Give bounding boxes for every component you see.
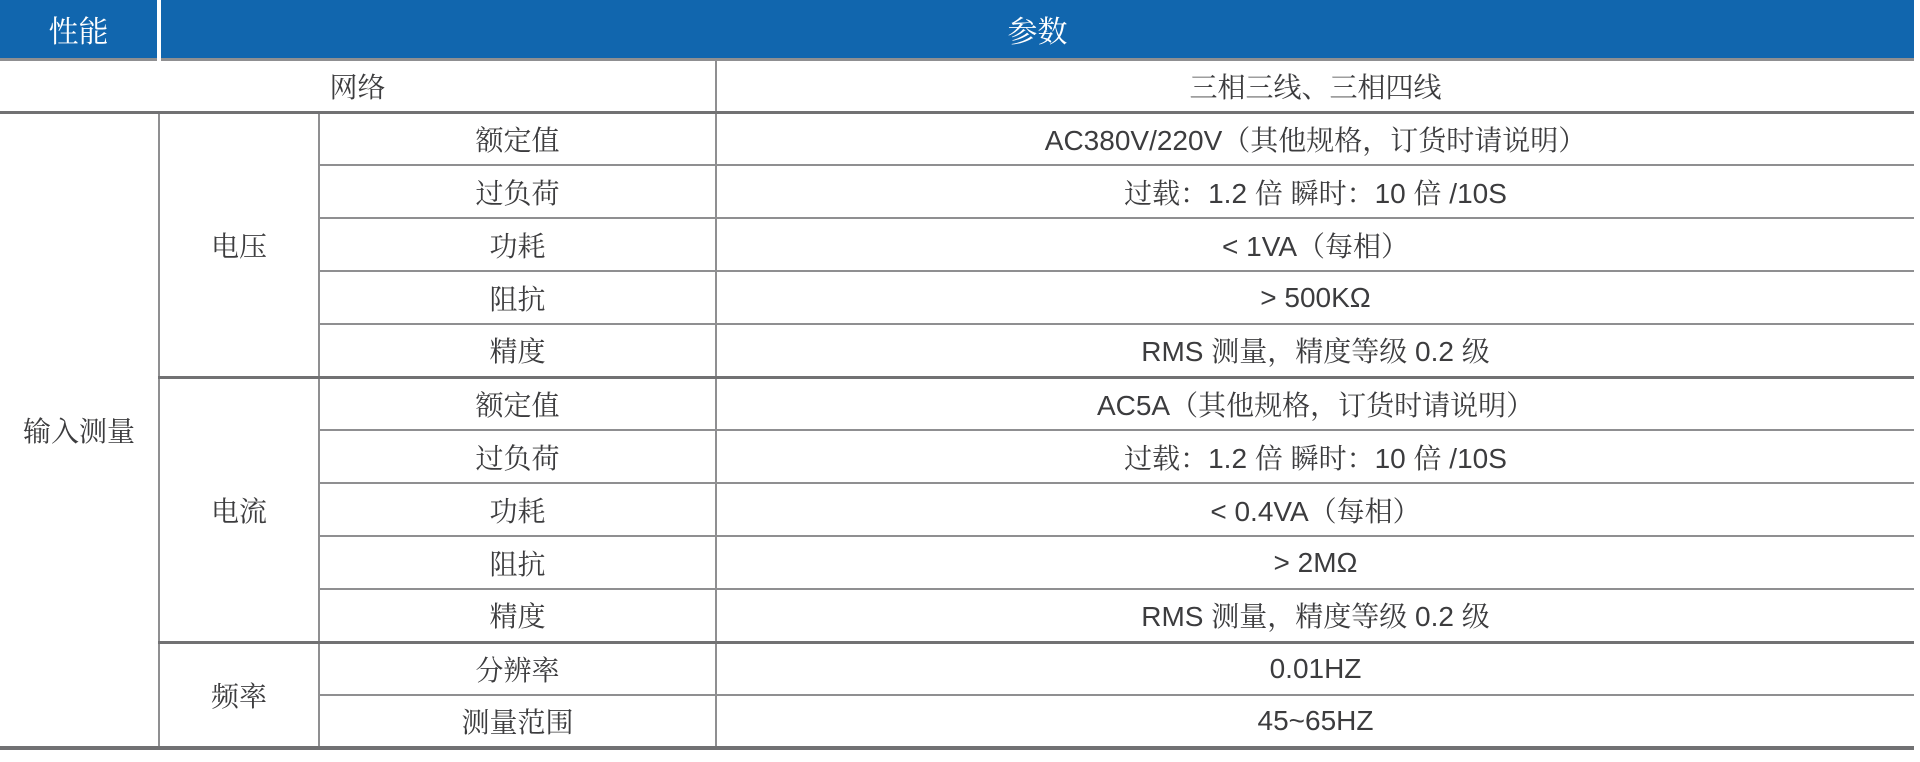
spec-row-label: 功耗 bbox=[319, 218, 716, 271]
spec-row-value: 过载：1.2 倍 瞬时：10 倍 /10S bbox=[716, 430, 1914, 483]
group-frequency-label: 频率 bbox=[159, 642, 319, 748]
spec-row-label: 分辨率 bbox=[319, 642, 716, 695]
header-parameter: 参数 bbox=[159, 0, 1914, 59]
input-measure-label: 输入测量 bbox=[0, 112, 159, 748]
spec-row-label: 功耗 bbox=[319, 483, 716, 536]
spec-row-label: 额定值 bbox=[319, 112, 716, 165]
spec-row-label: 过负荷 bbox=[319, 430, 716, 483]
spec-row-value: 过载：1.2 倍 瞬时：10 倍 /10S bbox=[716, 165, 1914, 218]
table-row bbox=[0, 112, 1914, 165]
spec-row-label: 测量范围 bbox=[319, 695, 716, 748]
spec-row-label: 阻抗 bbox=[319, 271, 716, 324]
group-current-label: 电流 bbox=[159, 377, 319, 642]
spec-row-label: 精度 bbox=[319, 589, 716, 642]
spec-row-label: 过负荷 bbox=[319, 165, 716, 218]
network-value: 三相三线、三相四线 bbox=[716, 59, 1914, 112]
spec-row-value: 0.01HZ bbox=[716, 642, 1914, 695]
network-row bbox=[0, 59, 1914, 112]
spec-row-label: 阻抗 bbox=[319, 536, 716, 589]
table-row bbox=[0, 377, 1914, 430]
spec-row-value: > 2MΩ bbox=[716, 536, 1914, 589]
spec-row-value: > 500KΩ bbox=[716, 271, 1914, 324]
spec-row-value: RMS 测量，精度等级 0.2 级 bbox=[716, 324, 1914, 377]
table-header-row bbox=[0, 0, 1914, 59]
network-label: 网络 bbox=[0, 59, 716, 112]
spec-row-value: RMS 测量，精度等级 0.2 级 bbox=[716, 589, 1914, 642]
table-row bbox=[0, 642, 1914, 695]
spec-row-value: AC380V/220V（其他规格，订货时请说明） bbox=[716, 112, 1914, 165]
header-performance: 性能 bbox=[0, 0, 159, 59]
spec-row-value: AC5A（其他规格，订货时请说明） bbox=[716, 377, 1914, 430]
spec-row-label: 额定值 bbox=[319, 377, 716, 430]
spec-row-value: 45~65HZ bbox=[716, 695, 1914, 748]
spec-row-value: < 1VA（每相） bbox=[716, 218, 1914, 271]
group-voltage-label: 电压 bbox=[159, 112, 319, 377]
spec-row-label: 精度 bbox=[319, 324, 716, 377]
spec-row-value: < 0.4VA（每相） bbox=[716, 483, 1914, 536]
